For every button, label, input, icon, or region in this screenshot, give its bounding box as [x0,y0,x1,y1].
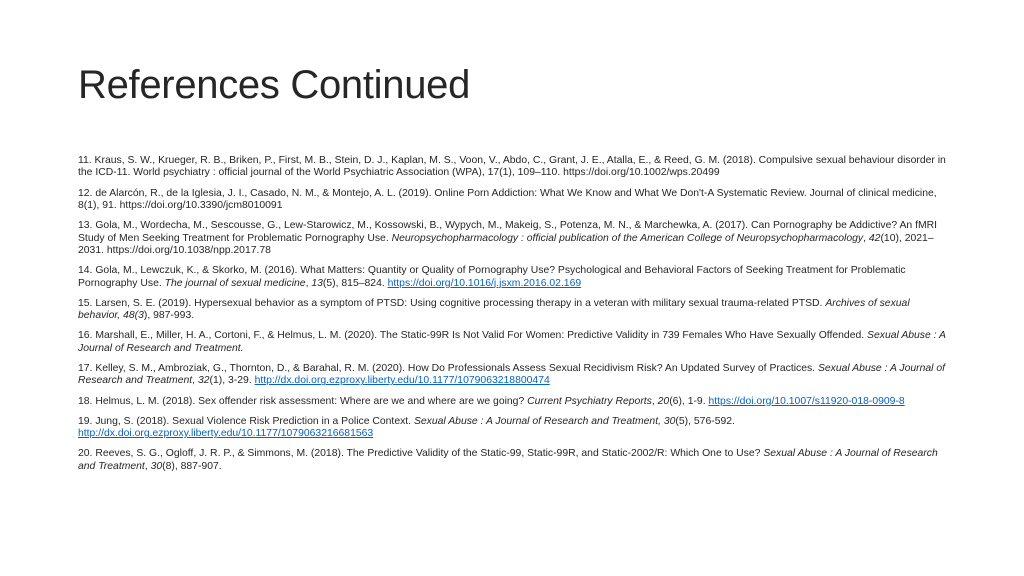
doi-link[interactable]: http://dx.doi.org.ezproxy.liberty.edu/10.1177/1079063218800474 [254,375,550,387]
reference-item [78,188,950,213]
reference-text: 18. Helmus, L. M. (2018). Sex offender risk assessment: Where are we and where are we going? [78,395,528,407]
reference-item [78,363,950,388]
doi-link[interactable]: https://doi.org/10.1016/j.jsxm.2016.02.169 [387,277,582,289]
reference-text: 12. de Alarcón, R., de la Iglesia, J. I., Casado, N. M., & Montejo, A. L. (2019). Online Porn Addiction: What We Know and What We Don't-A Systematic Review. Journal of clinical medicine, 8(1), 91. https://doi.org/10.3390/jcm8010091 [78,187,937,212]
journal-volume: 42 [868,232,881,244]
journal-title: Sexual Abuse : A Journal of Research and Treatment. [78,330,946,354]
reference-item [78,220,950,257]
page-title: References Continued [78,63,471,107]
reference-text: 14. Gola, M., Lewczuk, K., & Skorko, M. (2016). What Matters: Quantity or Quality of Pornography Use? Psychological and Behavioral Factors of Seeking Treatment for Problematic Pornography Use. [78,265,906,289]
journal-title: Sexual Abuse : A Journal of Research and Treatment, 30 [413,415,676,427]
reference-item [78,155,950,180]
reference-text: , [863,232,869,244]
doi-link[interactable]: https://doi.org/10.1007/s11920-018-0909-8 [708,395,905,407]
journal-title: Archives of sexual behavior, 48(3 [78,297,910,322]
reference-text: (1), 3-29. [209,375,255,387]
reference-text: ), 987-993. [143,310,195,322]
reference-text: (5), 576-592. [675,415,735,427]
reference-text: 20. Reeves, S. G., Ogloff, J. R. P., & Simmons, M. (2018). The Predictive Validity of the Static-99, Static-99R, and Static-2002/R: Which One to Use? [78,448,764,460]
journal-volume: 32 [197,375,210,387]
reference-text: , [144,460,151,472]
reference-item [78,448,950,473]
journal-title: Sexual Abuse : A Journal of Research and Treatment [78,363,946,387]
reference-list [78,155,950,481]
journal-title: Current Psychiatry Reports [527,395,652,407]
journal-volume: 30 [150,460,163,472]
reference-text: (10), 2021–2031. https://doi.org/10.1038/npp.2017.78 [78,232,934,257]
reference-text: 16. Marshall, E., Miller, H. A., Cortoni, F., & Helmus, L. M. (2020). The Static-99R Is Not Valid For Women: Predictive Validity in 739 Females Who Have Sexually Offended. [78,330,868,342]
reference-text: 17. Kelley, S. M., Ambroziak, G., Thornton, D., & Barahal, R. M. (2020). How Do Professionals Assess Sexual Recidivism Risk? An Updated Survey of Practices. [78,363,818,375]
reference-text: 13. Gola, M., Wordecha, M., Sescousse, G., Lew-Starowicz, M., Kossowski, B., Wypych, M., Makeig, S., Potenza, M. N., & Marchewka, A. (2017). Can Pornography be Addictive? An fMRI Study of Men Seeking Treatment for Problematic Pornography Use. [78,220,938,244]
reference-item [78,265,950,290]
journal-title: The journal of sexual medicine [164,277,306,289]
journal-title: Sexual Abuse : A Journal of Research and Treatment [78,448,938,472]
reference-item [78,330,950,355]
journal-volume: 13 [311,277,323,289]
reference-text: 19. Jung, S. (2018). Sexual Violence Risk Prediction in a Police Context. [78,415,414,427]
journal-volume: 20 [657,395,670,407]
reference-item [78,396,950,408]
reference-text: (6), 1-9. [669,395,709,407]
reference-text: (8), 887-907. [162,460,222,472]
reference-text: , [192,375,198,387]
reference-text: (5), 815–824. [322,277,388,289]
reference-text: 11. Kraus, S. W., Krueger, R. B., Briken, P., First, M. B., Stein, D. J., Kaplan, M. S., Voon, V., Abdo, C., Grant, J. E., Atalla, E., & Reed, G. M. (2018). Compulsive sexual behaviour disorder in the ICD-11. World psychiatry : official journal of the World Psychiatric Association (WPA), 17(1), 109–110. https://doi.org/10.1002/wps.20499 [78,155,946,179]
doi-link[interactable]: http://dx.doi.org.ezproxy.liberty.edu/10.1177/1079063216681563 [78,428,374,440]
reference-item [78,416,950,441]
reference-item [78,298,950,323]
reference-text: 15. Larsen, S. E. (2019). Hypersexual behavior as a symptom of PTSD: Using cognitive processing therapy in a veteran with military sexual trauma-related PTSD. [78,297,826,309]
reference-text: , [305,277,312,289]
reference-text: , [651,395,658,407]
journal-title: Neuropsychopharmacology : official publication of the American College of Neuropsychopharmacology [391,232,864,244]
